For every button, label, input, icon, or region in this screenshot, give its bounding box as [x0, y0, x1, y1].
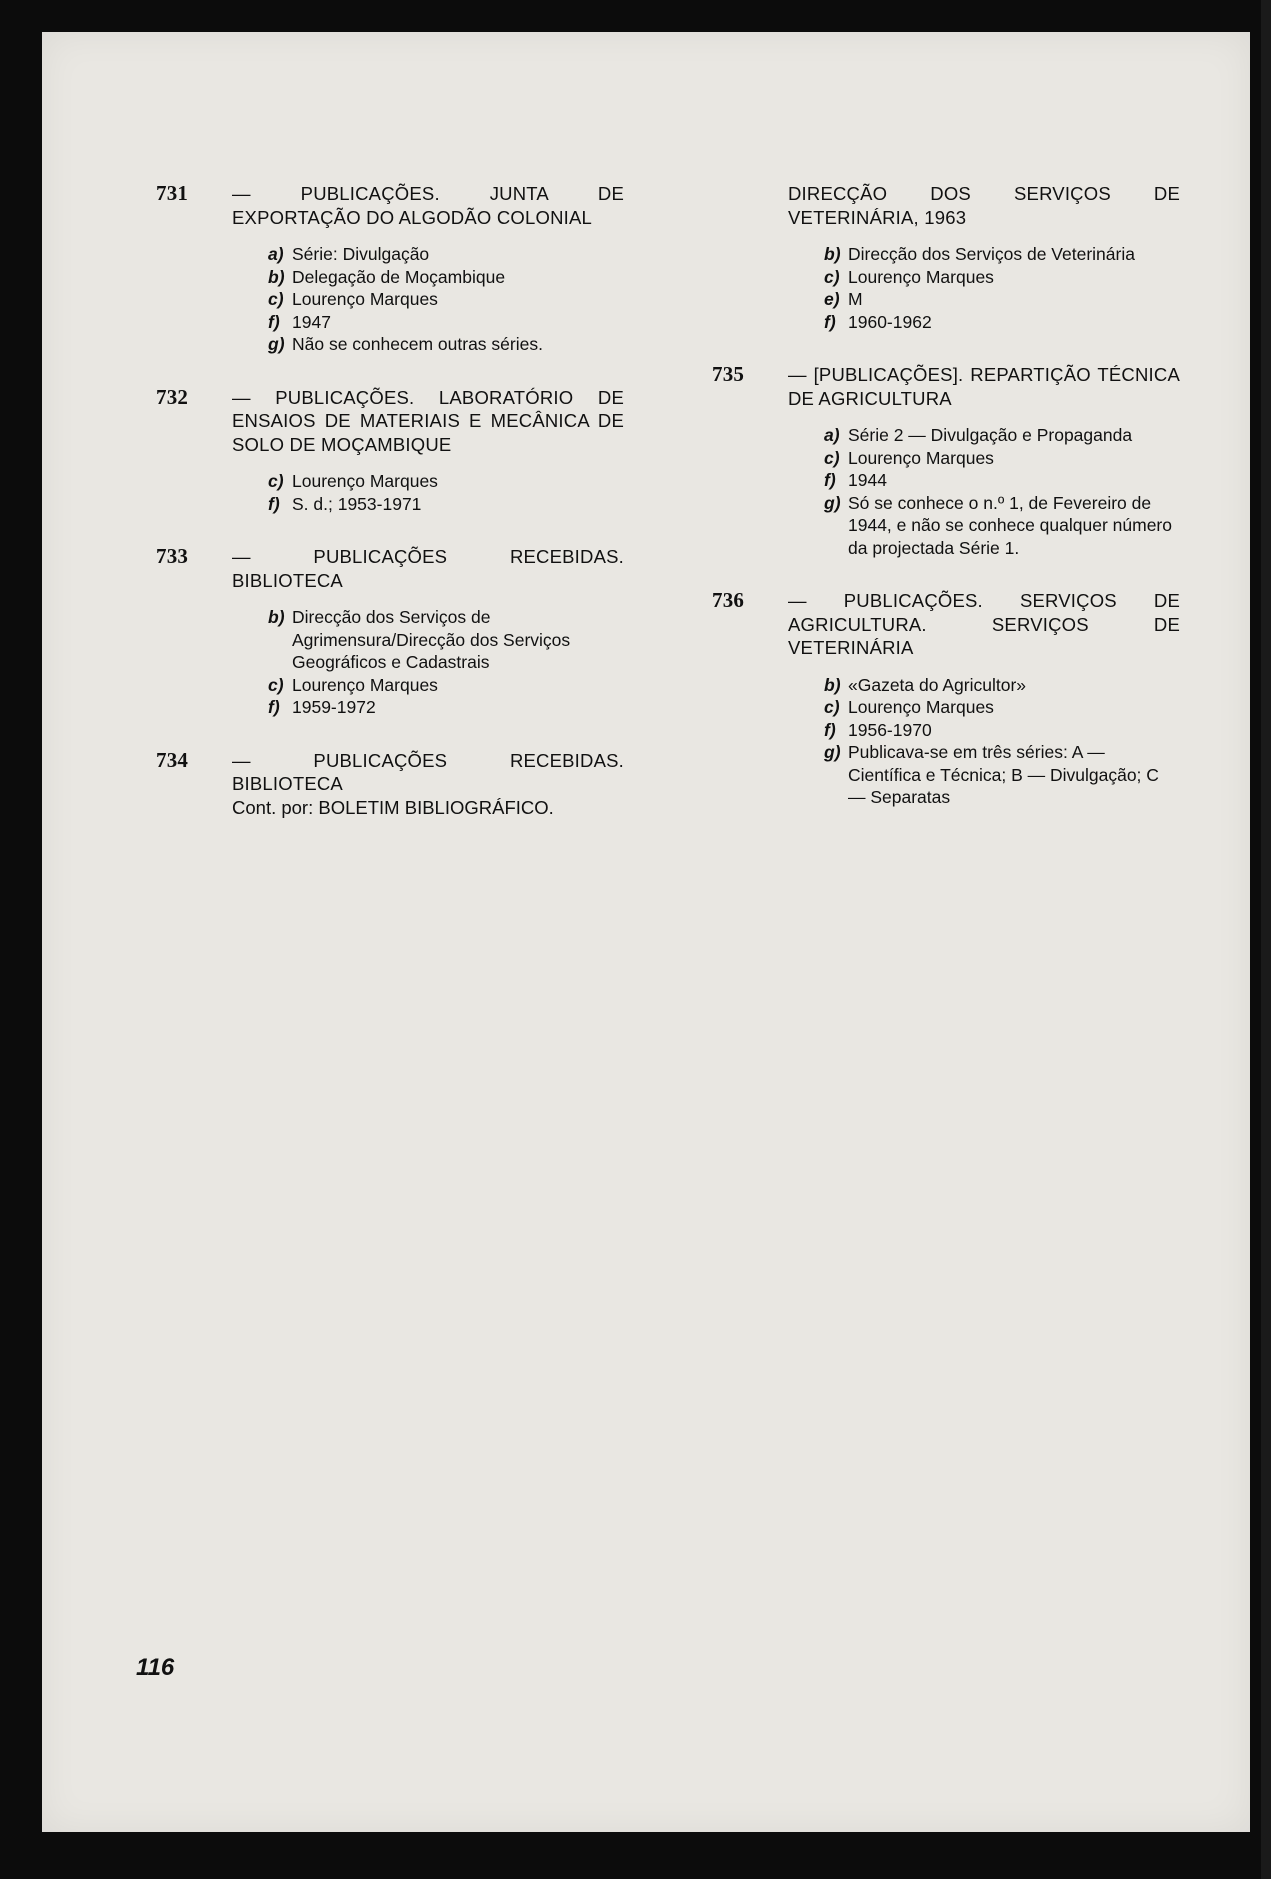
field-label: c): [268, 471, 284, 491]
field-value: Lourenço Marques: [848, 697, 994, 717]
document-page: [42, 32, 1250, 1832]
page-number: 116: [136, 1654, 175, 1681]
field-row: [824, 719, 1180, 742]
field-value: 1947: [292, 311, 331, 332]
field-label: f): [824, 311, 836, 332]
field-row: [824, 469, 1180, 492]
field-value: Publicava-se em três séries: A — Científica e Técnica; B — Divulgação; C — Separatas: [848, 742, 1159, 807]
field-value: Direcção dos Serviços de Veterinária: [848, 244, 1135, 264]
field-value: 1959-1972: [292, 697, 376, 717]
field-label: a): [268, 244, 284, 264]
entry-fields: [156, 606, 624, 719]
field-value: Direcção dos Serviços de Agrimensura/Direcção dos Serviços Geográficos e Cadastrais: [292, 607, 571, 672]
field-label: b): [268, 607, 285, 627]
field-row: [268, 606, 624, 674]
field-row: [824, 243, 1180, 266]
entry-fields: [156, 470, 624, 515]
entry-heading: [712, 182, 1180, 229]
field-label: f): [824, 719, 836, 740]
field-row: [824, 266, 1180, 289]
field-value: Delegação de Moçambique: [292, 266, 506, 287]
field-value: Não se conhecem outras séries.: [292, 334, 543, 354]
field-row: [268, 333, 624, 356]
field-value: 1960-1962: [848, 311, 932, 332]
field-label: c): [824, 266, 840, 287]
entry-number: 732: [156, 384, 189, 409]
field-label: c): [824, 697, 840, 717]
field-label: e): [824, 289, 840, 309]
field-value: Lourenço Marques: [848, 447, 994, 468]
field-row: [824, 696, 1180, 719]
entry-fields: [156, 243, 624, 356]
field-value: 1956-1970: [848, 719, 932, 740]
field-label: f): [824, 470, 836, 490]
entry-number: 733: [156, 544, 189, 568]
entry-heading: [712, 589, 1180, 660]
catalog-entry: [156, 182, 624, 356]
entry-fields: [712, 674, 1180, 809]
field-label: g): [268, 334, 285, 354]
scan-edge: [1261, 0, 1271, 1879]
catalog-entry: [712, 363, 1180, 559]
field-value: Lourenço Marques: [848, 266, 994, 287]
field-row: [824, 674, 1180, 697]
field-row: [824, 741, 1180, 809]
field-row: [824, 447, 1180, 470]
entry-fields: [712, 243, 1180, 333]
catalog-entry: [712, 182, 1180, 333]
field-value: Série 2 — Divulgação e Propaganda: [848, 425, 1133, 445]
entry-title: — PUBLICAÇÕES RECEBIDAS. BIBLIOTECA: [232, 749, 624, 794]
entry-title: — PUBLICAÇÕES. SERVIÇOS DE AGRICULTURA. SERVIÇOS DE VETERINÁRIA: [788, 590, 1180, 658]
field-value: M: [848, 289, 863, 309]
field-row: [824, 311, 1180, 334]
field-label: g): [824, 742, 841, 762]
field-label: f): [268, 493, 280, 514]
right-column: [712, 182, 1180, 839]
entry-heading: [156, 182, 624, 229]
entry-title: DIRECÇÃO DOS SERVIÇOS DE VETERINÁRIA, 1963: [788, 183, 1180, 228]
field-label: b): [824, 244, 841, 264]
field-value: S. d.; 1953-1971: [292, 493, 422, 514]
field-label: g): [824, 492, 841, 513]
field-value: «Gazeta do Agricultor»: [848, 674, 1027, 695]
entry-number: 734: [156, 747, 189, 772]
field-row: [268, 266, 624, 289]
field-label: a): [824, 425, 840, 445]
field-row: [824, 492, 1180, 560]
entry-heading: [156, 386, 624, 457]
field-row: [824, 288, 1180, 311]
field-row: [268, 243, 624, 266]
field-label: b): [268, 266, 285, 287]
field-value: Lourenço Marques: [292, 289, 438, 309]
field-value: Só se conhece o n.º 1, de Fevereiro de 1944, e não se conhece qualquer número da projectada Série 1.: [848, 492, 1172, 558]
field-value: 1944: [848, 470, 887, 490]
field-row: [268, 311, 624, 334]
field-row: [268, 696, 624, 719]
catalog-entry: [712, 589, 1180, 809]
entry-title: — PUBLICAÇÕES. LABORATÓRIO DE ENSAIOS DE MATERIAIS E MECÂNICA DE SOLO DE MOÇAMBIQUE: [232, 386, 624, 455]
field-row: [824, 424, 1180, 447]
field-row: [268, 674, 624, 697]
entry-title: — [PUBLICAÇÕES]. REPARTIÇÃO TÉCNICA DE AGRICULTURA: [788, 364, 1180, 409]
field-label: c): [268, 289, 284, 309]
catalog-entry: [156, 749, 624, 820]
catalog-entry: [156, 545, 624, 719]
entry-continuation: Cont. por: BOLETIM BIBLIOGRÁFICO.: [232, 796, 554, 818]
entry-number: 736: [712, 588, 745, 612]
field-label: f): [268, 697, 280, 717]
field-label: b): [824, 674, 841, 695]
field-row: [268, 493, 624, 516]
field-label: c): [824, 447, 840, 468]
entry-number: 735: [712, 362, 745, 386]
field-value: Série: Divulgação: [292, 244, 430, 264]
field-value: Lourenço Marques: [292, 471, 438, 491]
entry-heading: [712, 363, 1180, 410]
field-label: f): [268, 311, 280, 332]
field-value: Lourenço Marques: [292, 674, 438, 695]
entry-heading: [156, 749, 624, 796]
catalog-entry: [156, 386, 624, 516]
entry-title: — PUBLICAÇÕES RECEBIDAS. BIBLIOTECA: [232, 546, 624, 591]
entry-fields: [712, 424, 1180, 559]
left-column: [156, 182, 624, 849]
field-row: [268, 288, 624, 311]
field-row: [268, 470, 624, 493]
field-label: c): [268, 674, 284, 695]
entry-number: 731: [156, 181, 189, 205]
entry-heading: [156, 545, 624, 592]
entry-title: — PUBLICAÇÕES. JUNTA DE EXPORTAÇÃO DO ALGODÃO COLONIAL: [232, 183, 624, 228]
